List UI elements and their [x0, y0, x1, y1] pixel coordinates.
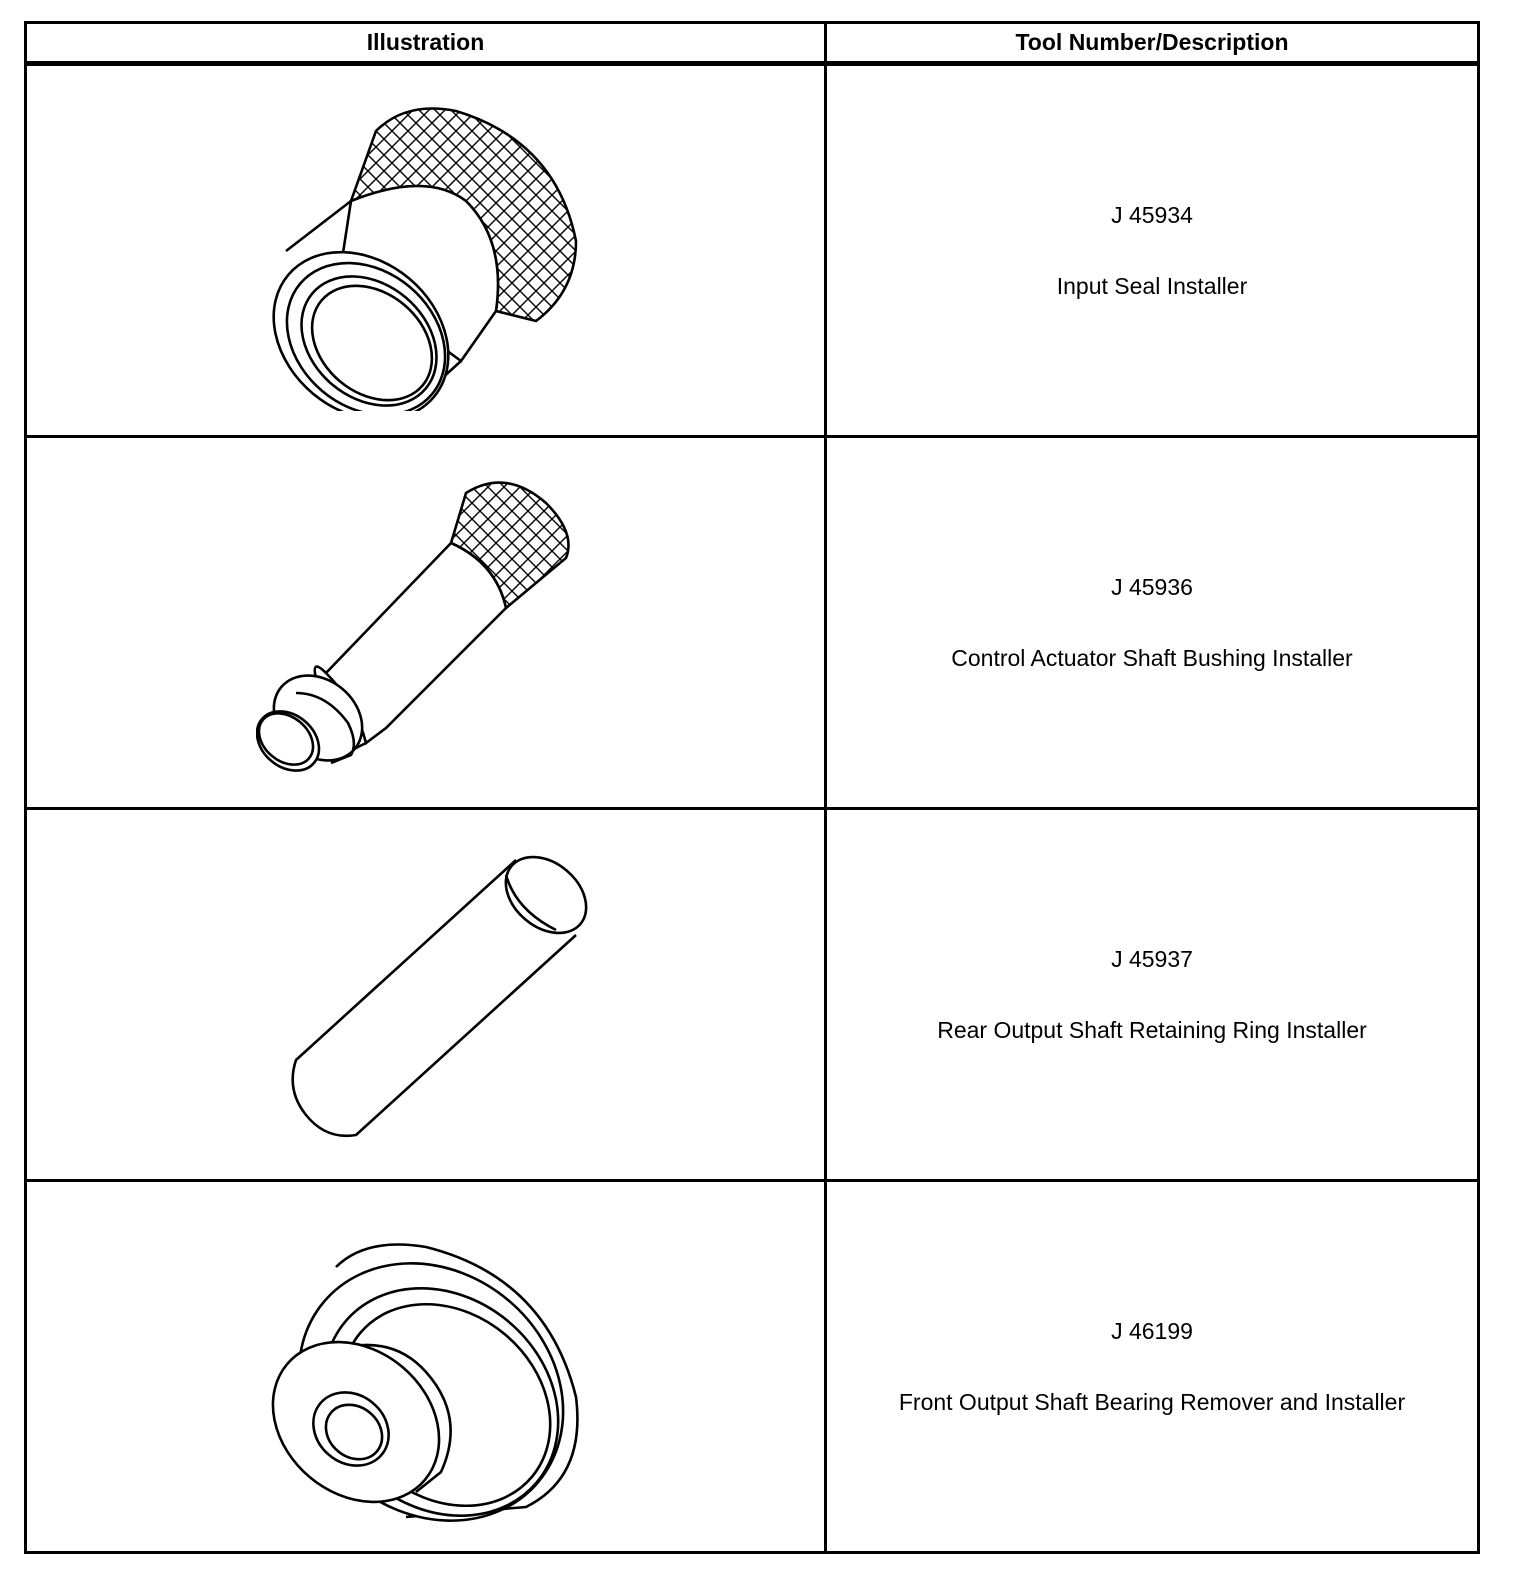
description-cell [826, 437, 1479, 809]
table-row [26, 64, 1479, 437]
table-row [26, 1181, 1479, 1553]
description-column-header: Tool Number/Description [826, 23, 1479, 64]
tool-description: Control Actuator Shaft Bushing Installer [951, 644, 1353, 671]
illustration-cell [26, 1181, 826, 1553]
flanged-bearing-remover-installer-icon [256, 1207, 596, 1527]
tool-description: Input Seal Installer [1056, 272, 1248, 299]
table-header-row [26, 23, 1479, 64]
knurled-seal-installer-icon [256, 91, 596, 411]
illustration-cell [26, 809, 826, 1181]
stepped-knurled-pin-installer-icon [256, 463, 596, 783]
tool-description: Front Output Shaft Bearing Remover and Installer [898, 1388, 1406, 1415]
illustration-column-header: Illustration [26, 23, 826, 64]
tool-number: J 45937 [1111, 945, 1193, 972]
description-cell [826, 809, 1479, 1181]
special-tools-table [24, 21, 1480, 1554]
description-cell [826, 1181, 1479, 1553]
tool-description: Rear Output Shaft Retaining Ring Installer [937, 1016, 1367, 1043]
tool-number: J 45936 [1111, 573, 1193, 600]
illustration-cell [26, 437, 826, 809]
cylindrical-rod-installer-icon [256, 835, 596, 1155]
table-row [26, 437, 1479, 809]
tool-number: J 45934 [1111, 201, 1193, 228]
illustration-cell [26, 64, 826, 437]
description-cell [826, 64, 1479, 437]
tool-number: J 46199 [1111, 1317, 1193, 1344]
table-row [26, 809, 1479, 1181]
